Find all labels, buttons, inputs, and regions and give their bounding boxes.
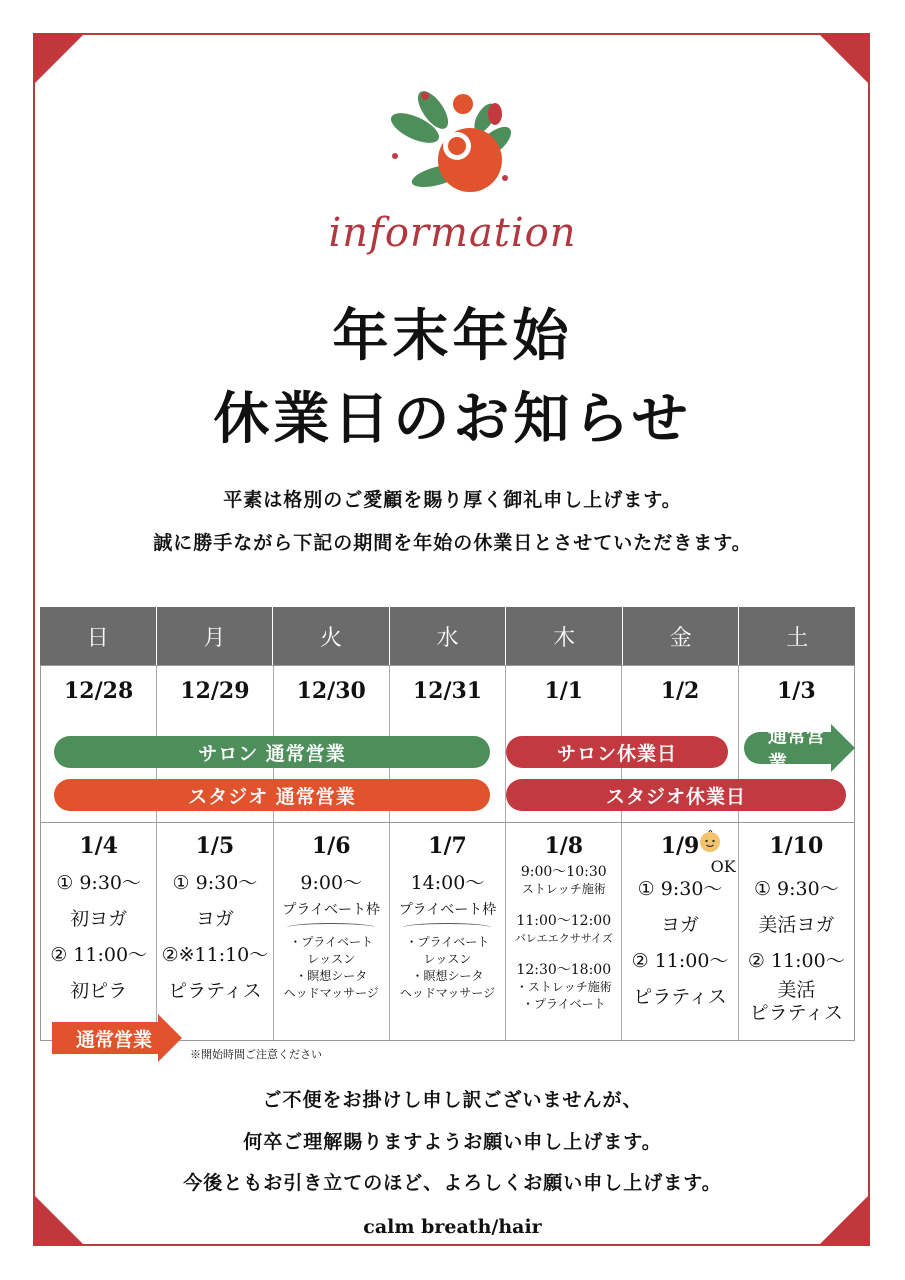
studio-closed-bar: スタジオ休業日 <box>506 779 846 811</box>
date-cell: 1/1 <box>505 666 621 822</box>
camellia-flower-icon <box>385 88 520 198</box>
weekday-wed: 水 <box>389 607 506 665</box>
normal-open-arrow-left: 通常営業 <box>52 1014 182 1062</box>
date-cell: 12/28 <box>64 678 134 704</box>
date-cell: 1/3 <box>738 666 854 822</box>
weekday-sun: 日 <box>86 625 109 651</box>
date-cell: 1/2 <box>621 666 737 822</box>
calendar-week-2 <box>40 823 855 1041</box>
closing-line-2: 何卒ご理解賜りますようお願い申し上げます。 <box>243 1131 662 1153</box>
studio-open-bar: スタジオ 通常営業 <box>54 779 490 811</box>
page-title-line-1: 年末年始 <box>332 303 573 369</box>
day-cell-1-7: 1/7 14:00～ プライベート枠 ・プライベート レッスン ・瞑想シータ ヘッドマッサージ <box>389 823 505 1040</box>
closing-line-3: 今後ともお引き立てのほど、よろしくお願い申し上げます。 <box>183 1172 722 1194</box>
day-cell-1-10: 1/10 ① 9:30～ 美活ヨガ ② 11:00～ 美活 ピラティス <box>738 823 854 1040</box>
baby-face-icon <box>698 829 722 853</box>
start-time-note: ※開始時間ご注意ください <box>190 1048 322 1061</box>
intro-line-2: 誠に勝手ながら下記の期間を年始の休業日とさせていただきます。 <box>153 532 752 554</box>
weekday-fri: 金 <box>622 607 739 665</box>
normal-open-arrow-right: 通常営業 <box>744 724 855 772</box>
info-heading: information <box>328 210 577 256</box>
corner-top-left <box>33 33 85 85</box>
day-cell-1-5: 1/5 ① 9:30～ ヨガ ②※11:10～ ピラティス <box>156 823 272 1040</box>
weekday-thu: 木 <box>505 607 622 665</box>
page-title-line-2: 休業日のお知らせ <box>213 386 692 452</box>
closing-line-1: ご不便をお掛けし申し訳ございませんが、 <box>262 1089 643 1111</box>
signature: calm breath/hair <box>363 1216 542 1238</box>
salon-closed-bar: サロン休業日 <box>506 736 728 768</box>
brace-divider <box>403 923 491 932</box>
day-cell-1-9: 1/9 OK ① 9:30～ ヨガ ② 11:00～ ピラティス <box>621 823 737 1040</box>
day-cell-1-8: 1/8 9:00～10:30 ストレッチ施術 11:00～12:00 バレエエクササイズ 12:30～18:00 ・ストレッチ施術 ・プライベート <box>505 823 621 1040</box>
date-cell: 12/31 <box>389 666 505 822</box>
brace-divider <box>287 923 375 932</box>
weekday-sat: 土 <box>738 607 855 665</box>
day-cell-1-4: 1/4 ① 9:30～ 初ヨガ ② 11:00～ 初ピラ <box>50 833 148 1002</box>
weekday-header <box>40 607 855 665</box>
date-cell: 12/29 <box>156 666 272 822</box>
date-cell: 12/30 <box>273 666 389 822</box>
intro-line-1: 平素は格別のご愛顧を賜り厚く御礼申し上げます。 <box>223 489 682 511</box>
day-cell-1-6: 1/6 9:00～ プライベート枠 ・プライベート レッスン ・瞑想シータ ヘッドマッサージ <box>273 823 389 1040</box>
weekday-mon: 月 <box>156 607 273 665</box>
weekday-tue: 火 <box>272 607 389 665</box>
kids-ok-badge: OK <box>710 857 736 876</box>
corner-top-right <box>818 33 870 85</box>
salon-open-bar: サロン 通常営業 <box>54 736 490 768</box>
